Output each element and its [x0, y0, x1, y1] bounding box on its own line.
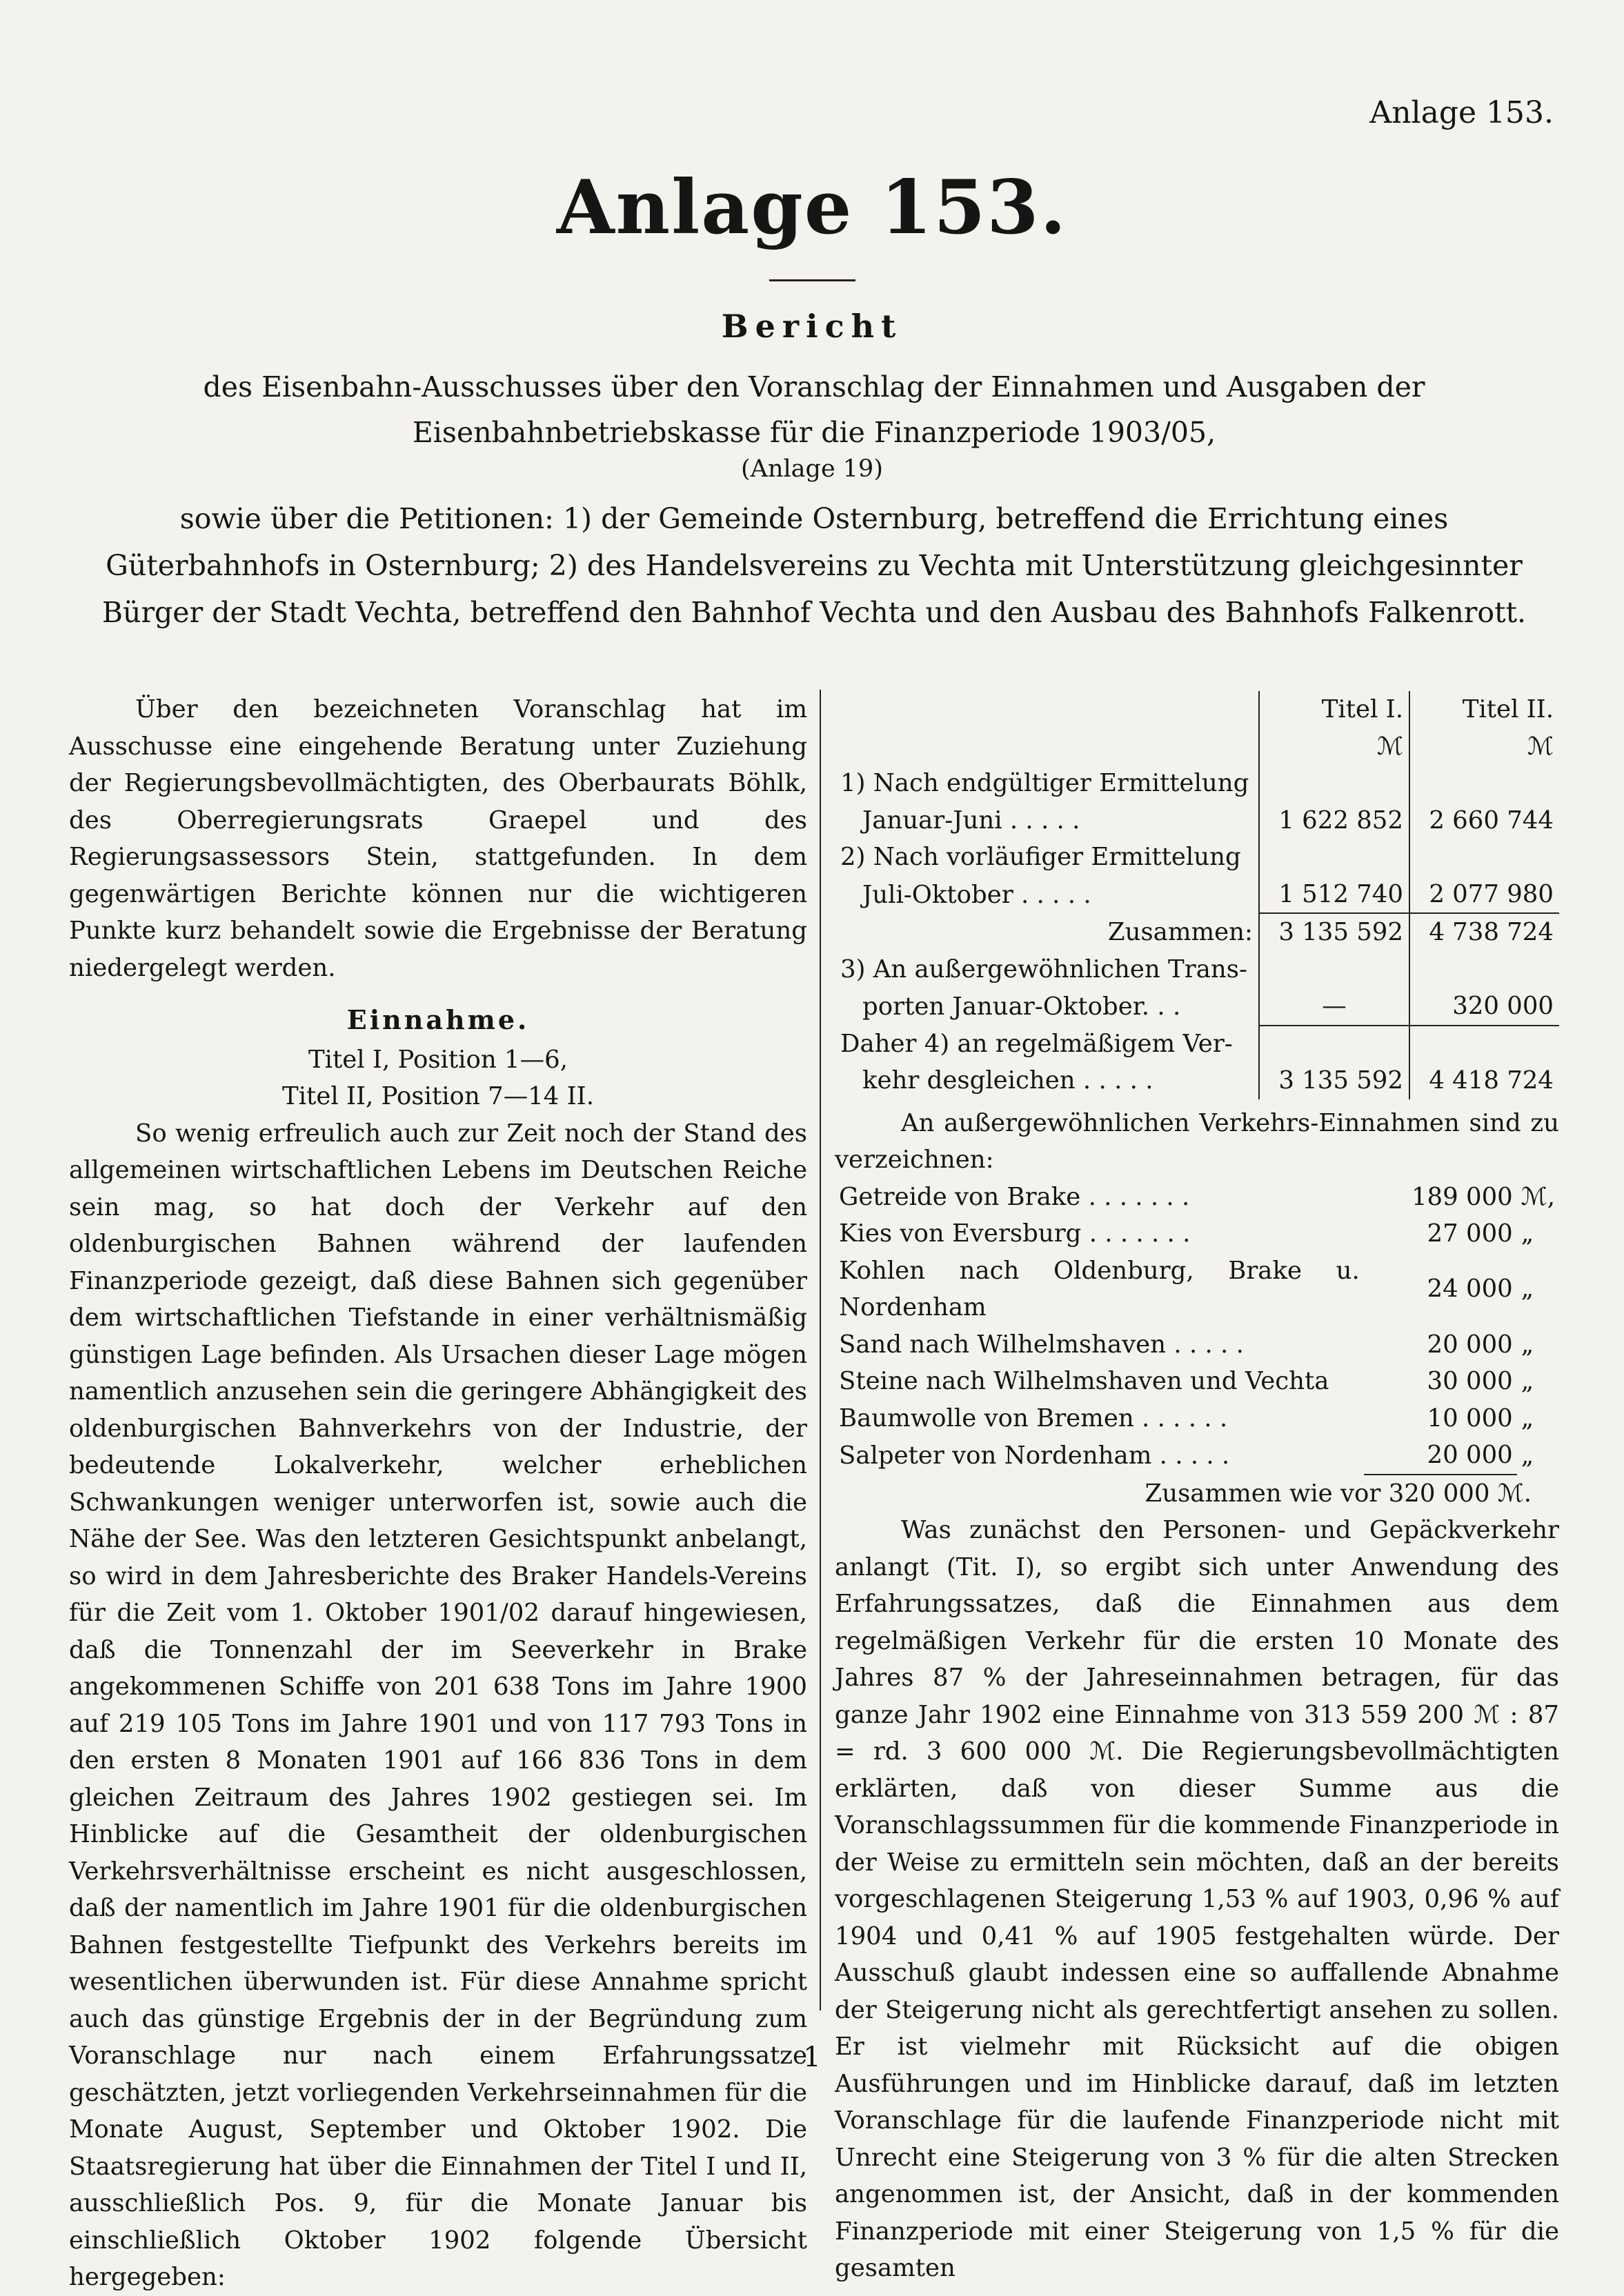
row-label: Kies von Eversburg . . . . . . . [839, 1219, 1191, 1248]
cell-title-2: 4 738 724 [1409, 913, 1559, 951]
row-amount: 20 000 [1427, 1330, 1513, 1359]
report-heading: Bericht [721, 308, 903, 345]
currency-symbol: ℳ [1259, 728, 1409, 766]
table-row [835, 951, 1559, 988]
cell-title-2 [1409, 1026, 1559, 1063]
cell-title-1 [1259, 951, 1409, 988]
annex-note: (Anlage 19) [741, 455, 883, 483]
section-subheading-1: Titel I, Position 1—6, [308, 1045, 568, 1074]
title-divider [769, 279, 855, 281]
row-unit: „ [1521, 1275, 1534, 1304]
row-label: Juli-Oktober . . . . . [862, 880, 1091, 909]
table-row [835, 1215, 1559, 1252]
row-unit: „ [1521, 1367, 1534, 1395]
row-label: 1) Nach endgültiger Ermittelung [840, 769, 1249, 797]
body-paragraph: Was zunächst den Personen- und Gepäckverkehr anlangt (Tit. I), so ergibt sich unter Anwendung des Erfahrungssatzes, daß die Einnahmen aus dem regelmäßigen Verkehr für die ersten 10 Monate des Jahres 87 % der Jahreseinnahmen betragen, für das ganze Jahr 1902 eine Einnahme von 313 559 200 ℳ : 87 = rd. 3 600 000 ℳ. Die Regierungsbevollmächtigten erklärten, daß von dieser Summe aus die Voranschlagssummen für die kommende Finanzperiode in der Weise zu ermitteln sein möchten, daß an der bereits vorgeschlagenen Steigerung 1,53 % auf 1903, 0,96 % auf 1904 und 0,41 % auf 1905 festgehalten würde. Der Ausschuß glaubt indessen eine so auffallende Abnahme der Steigerung nicht als gerechtfertigt ansehen zu sollen. Er ist vielmehr mit Rücksicht auf die obigen Ausführungen und im Hinblicke darauf, daß im letzten Voranschlage für die laufende Finanzperiode nicht mit Unrecht eine Steigerung von 3 % für die alten Strecken angenommen ist, der Ansicht, daß in der kommenden Finanzperiode mit einer Steigerung von 1,5 % für die gesamten [835, 1516, 1559, 2282]
cell-title-2 [1409, 839, 1559, 876]
row-amount: 10 000 [1427, 1404, 1513, 1432]
table-row [835, 1252, 1559, 1326]
revenue-table [835, 691, 1559, 1099]
cell-title-1: 3 135 592 [1259, 913, 1409, 951]
row-label: porten Januar-Oktober. . . [862, 992, 1181, 1021]
row-amount: 189 000 [1411, 1182, 1513, 1211]
table-row [835, 1062, 1559, 1099]
table-header-row [835, 691, 1559, 728]
cell-title-2: 320 000 [1409, 988, 1559, 1026]
section-heading: Einnahme. [346, 1004, 530, 1035]
page-number: 1 [803, 2042, 821, 2073]
row-unit: „ [1521, 1330, 1534, 1359]
row-amount: 30 000 [1427, 1367, 1513, 1395]
table-row [835, 765, 1559, 802]
row-amount: 24 000 [1427, 1275, 1513, 1304]
row-unit: ℳ, [1521, 1182, 1555, 1211]
cell-title-2 [1409, 765, 1559, 802]
petitions-text: sowie über die Petitionen: 1) der Gemeinde Osternburg, betreffend die Errichtung eines Güterbahnhofs in Osternburg; 2) des Handelsvereins zu Vechta mit Unterstützung gleichgesinnter Bürger der Stadt Vechta, betreffend den Bahnhof Vechta und den Ausbau des Bahnhofs Falkenrott. [101, 502, 1527, 629]
section-subheading-2: Titel II, Position 7—14 II. [282, 1082, 594, 1110]
cell-title-2: 4 418 724 [1409, 1062, 1559, 1099]
cell-title-1: 1 622 852 [1259, 802, 1409, 839]
table-currency-row [835, 728, 1559, 766]
row-unit: „ [1521, 1219, 1534, 1248]
cell-title-1 [1259, 1026, 1409, 1063]
cell-title-1: — [1259, 988, 1409, 1026]
row-amount: 20 000 [1364, 1437, 1517, 1475]
report-subtitle: des Eisenbahn-Ausschusses über den Voranschlag der Einnahmen und Ausgaben der Eisenbahnbetriebskasse für die Finanzperiode 1903/05, [203, 370, 1425, 449]
table-row [835, 1400, 1559, 1437]
currency-symbol: ℳ [1409, 728, 1559, 766]
row-label: Steine nach Wilhelmshaven und Vechta [839, 1367, 1329, 1395]
row-label: Baumwolle von Bremen . . . . . . [839, 1404, 1228, 1432]
body-paragraph: So wenig erfreulich auch zur Zeit noch der Stand des allgemeinen wirtschaftlichen Lebens im Deutschen Reiche sein mag, so hat doch der Verkehr auf den oldenburgischen Bahnen während der laufenden Finanzperiode gezeigt, daß diese Bahnen sich gegenüber dem wirtschaftlichen Tiefstande in einer verhältnismäßig günstigen Lage befinden. Als Ursachen dieser Lage mögen namentlich anzusehen sein die geringere Abhängigkeit des oldenburgischen Bahnverkehrs von der Industrie, der bedeutende Lokalverkehr, welcher erheblichen Schwankungen weniger unterworfen ist, sowie auch die Nähe der See. Was den letzteren Gesichtspunkt anbelangt, so wird in dem Jahresberichte des Braker Handels-Vereins für die Zeit vom 1. Oktober 1901/02 darauf hingewiesen, daß die Tonnenzahl der im Seeverkehr in Brake angekommenen Schiffe von 201 638 Tons im Jahre 1900 auf 219 105 Tons im Jahre 1901 und von 117 793 Tons in den ersten 8 Monaten 1901 auf 166 836 Tons in dem gleichen Zeitraum des Jahres 1902 gestiegen sei. Im Hinblicke auf die Gesamtheit der oldenburgischen Verkehrsverhältnisse erscheint es nicht ausgeschlossen, daß der namentlich im Jahre 1901 für die oldenburgischen Bahnen festgestellte Tiefpunkt des Verkehrs bereits im wesentlichen überwunden ist. Für diese Annahme spricht auch das günstige Ergebnis der in der Begründung zum Voranschlage nur nach einem Erfahrungssatze geschätzten, jetzt vorliegenden Verkehrseinnahmen für die Monate August, September und Oktober 1902. Die Staatsregierung hat über die Einnahmen der Titel I und II, ausschließlich Pos. 9, für die Monate Januar bis einschließlich Oktober 1902 folgende Übersicht hergegeben: [69, 1119, 807, 2291]
table-row [835, 1326, 1559, 1364]
row-unit: „ [1521, 1404, 1534, 1432]
row-label: Zusammen: [1107, 918, 1253, 946]
table-header: Titel II. [1409, 691, 1559, 728]
row-label: Sand nach Wilhelmshaven . . . . . [839, 1330, 1244, 1359]
running-header: Anlage 153. [1369, 95, 1554, 130]
cell-title-2 [1409, 951, 1559, 988]
cell-title-1: 1 512 740 [1259, 876, 1409, 914]
row-label: Getreide von Brake . . . . . . . [839, 1182, 1190, 1211]
cell-title-2: 2 077 980 [1409, 876, 1559, 914]
table-row [835, 1179, 1559, 1216]
row-label: 3) An außergewöhnlichen Trans- [840, 955, 1247, 984]
cell-title-1 [1259, 839, 1409, 876]
extra-revenue-total: Zusammen wie vor 320 000 ℳ. [1145, 1479, 1532, 1508]
row-amount: 27 000 [1427, 1219, 1513, 1248]
table-row-total [835, 913, 1559, 951]
row-label: 2) Nach vorläufiger Ermittelung [840, 843, 1241, 871]
row-label: Januar-Juni . . . . . [862, 806, 1080, 835]
cell-title-1: 3 135 592 [1259, 1062, 1409, 1099]
cell-title-2: 2 660 744 [1409, 802, 1559, 839]
extra-revenue-table [835, 1179, 1559, 1475]
table-row [835, 1437, 1559, 1475]
intro-paragraph: Über den bezeichneten Voranschlag hat im Ausschusse eine eingehende Beratung unter Zuziehung der Regierungsbevollmächtigten, des Oberbaurats Böhlk, des Oberregierungsrats Graepel und des Regierungsassessors Stein, stattgefunden. In dem gegenwärtigen Berichte können nur die wichtigeren Punkte kurz behandelt sowie die Ergebnisse der Beratung niedergelegt werden. [69, 695, 807, 982]
row-label: Daher 4) an regelmäßigem Ver- [840, 1029, 1233, 1058]
row-unit: „ [1521, 1441, 1534, 1470]
table-row [835, 802, 1559, 839]
table-row [835, 1026, 1559, 1063]
extra-revenue-intro: An außergewöhnlichen Verkehrs-Einnahmen sind zu verzeichnen: [835, 1108, 1559, 1174]
table-row [835, 839, 1559, 876]
row-label: kehr desgleichen . . . . . [862, 1066, 1153, 1095]
document-title: Anlage 153. [556, 164, 1068, 251]
row-label: Kohlen nach Oldenburg, Brake u. Nordenham [839, 1256, 1360, 1321]
table-row [835, 1363, 1559, 1400]
cell-title-1 [1259, 765, 1409, 802]
row-label: Salpeter von Nordenham . . . . . [839, 1441, 1230, 1470]
table-row [835, 876, 1559, 914]
table-header: Titel I. [1259, 691, 1409, 728]
table-row [835, 988, 1559, 1026]
column-divider [820, 690, 821, 2010]
